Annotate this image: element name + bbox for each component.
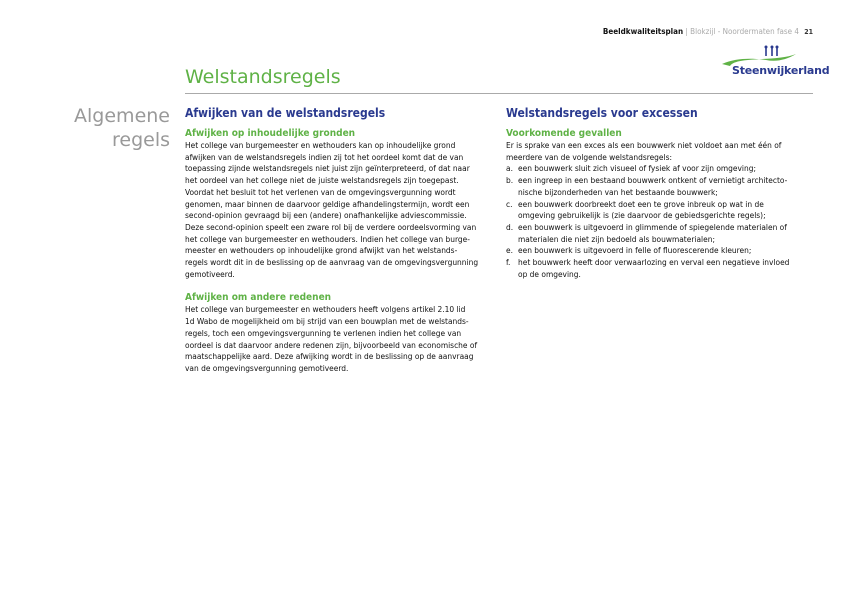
section-heading: Afwijken van de welstandsregels	[185, 106, 386, 120]
chapter-label-line: regels	[111, 129, 170, 151]
list-item-text	[518, 222, 787, 245]
list-item-text	[518, 199, 766, 222]
list-item	[506, 163, 821, 175]
text-line: nische bijzonderheden van het bestaande bouwwerk;	[518, 186, 718, 197]
page-title: Welstandsregels	[185, 66, 341, 88]
text-line: een bouwwerk is uitgevoerd in glimmende of spiegelende materialen of	[518, 221, 787, 232]
page-number: 21	[804, 28, 813, 36]
text-line: gemotiveerd.	[185, 268, 235, 279]
list-item-text	[518, 175, 787, 198]
list-marker: d.	[506, 221, 514, 232]
list-item-text	[518, 163, 756, 175]
right-column	[506, 105, 821, 280]
chapter-label	[74, 104, 170, 152]
section-heading: Welstandsregels voor excessen	[506, 106, 698, 120]
list-marker: a.	[506, 163, 513, 174]
text-line: oordeel is dat daarvoor andere redenen zijn, bijvoorbeeld van economische of	[185, 339, 478, 350]
text-line: regels, toch een omgevingsvergunning te verlenen indien het college van	[185, 327, 462, 338]
text-line: genomen, maar binnen de daarvoor geldige afhandelingstermijn, wordt een	[185, 198, 470, 209]
list-item	[506, 245, 821, 257]
text-line: meerdere van de volgende welstandsregels:	[506, 151, 672, 162]
text-line: Deze second-opinion speelt een zware rol bij de verdere oordeelsvorming van	[185, 221, 477, 232]
divider	[185, 93, 813, 94]
text-line: een bouwwerk doorbreekt doet een te grove inbreuk op wat in de	[518, 198, 764, 209]
text-line: 1d Wabo de mogelijkheid om bij strijd van een bouwplan met de welstands-	[185, 316, 469, 327]
list-item	[506, 222, 821, 245]
text-line: Het college van burgemeester en wethouders kan op inhoudelijke grond	[185, 140, 456, 150]
text-line: het bouwwerk heeft door verwaarlozing en verval een negatieve invloed	[518, 257, 790, 268]
text-line: second-opinion gevraagd bij een (andere) onafhankelijke adviescommissie.	[185, 210, 467, 221]
list-marker: e.	[506, 245, 513, 256]
text-line: Het college van burgemeester en wethouders heeft volgens artikel 2.10 lid	[185, 304, 466, 315]
text-line: Er is sprake van een exces als een bouwwerk niet voldoet aan met één of	[506, 140, 782, 150]
text-line: van de omgevingsvergunning gemotiveerd.	[185, 362, 349, 373]
doc-subtitle: Blokzijl - Noordermaten fase 4	[690, 27, 799, 36]
list-marker: b.	[506, 175, 514, 186]
text-line: toepassing zijnde welstandsregels niet juist zijn geïnterpreteerd, of dat naar	[185, 163, 470, 174]
text-line: het oordeel van het college niet de juiste welstandsregels zijn toegepast.	[185, 175, 459, 186]
text-line: op de omgeving.	[518, 268, 581, 279]
text-line: een bouwwerk sluit zich visueel of fysiek af voor zijn omgeving;	[518, 163, 756, 174]
subheading: Afwijken op inhoudelijke gronden	[185, 128, 356, 139]
logo-text: Steenwijkerland	[732, 64, 830, 77]
list-item-text	[518, 257, 789, 280]
text-line: een bouwwerk is uitgevoerd in felle of fluorescerende kleuren;	[518, 245, 752, 256]
text-line: regels wordt dit in de beslissing op de aanvraag van de omgevingsvergunning	[185, 257, 479, 268]
list-item-text	[518, 245, 751, 257]
subheading: Voorkomende gevallen	[506, 128, 622, 139]
exces-list	[506, 163, 821, 280]
left-column	[185, 105, 500, 375]
text-line: het college van burgemeester en wethouders. Indien het college van burge-	[185, 233, 470, 244]
text-line: omgeving gebruikelijk is (zie daarvoor de gebiedsgerichte regels);	[518, 210, 766, 221]
list-marker: c.	[506, 198, 513, 209]
text-line: materialen die niet zijn bedoeld als bouwmaterialen;	[518, 233, 715, 244]
spacer	[185, 280, 500, 291]
text-line: een ingreep in een bestaand bouwwerk ontkent of vernietigt architecto-	[518, 175, 788, 186]
list-item	[506, 199, 821, 222]
running-header	[603, 27, 813, 36]
text-line: maatschappelijke aard. Deze afwijking wordt in de beslissing op de aanvraag	[185, 351, 474, 362]
chapter-label-line: Algemene	[74, 105, 170, 127]
text-line: afwijken van de welstandsregels indien zij tot het oordeel komt dat de van	[185, 151, 464, 162]
header-separator: |	[685, 27, 688, 36]
doc-title: Beeldkwaliteitsplan	[602, 27, 684, 36]
list-item	[506, 257, 821, 280]
subheading: Afwijken om andere redenen	[185, 292, 332, 304]
text-line: Voordat het besluit tot het verlenen van de omgevingsvergunning wordt	[185, 186, 456, 197]
list-marker: f.	[506, 257, 511, 268]
text-line: meester en wethouders op inhoudelijke grond afwijkt van het welstands-	[185, 245, 458, 256]
list-item	[506, 175, 821, 198]
